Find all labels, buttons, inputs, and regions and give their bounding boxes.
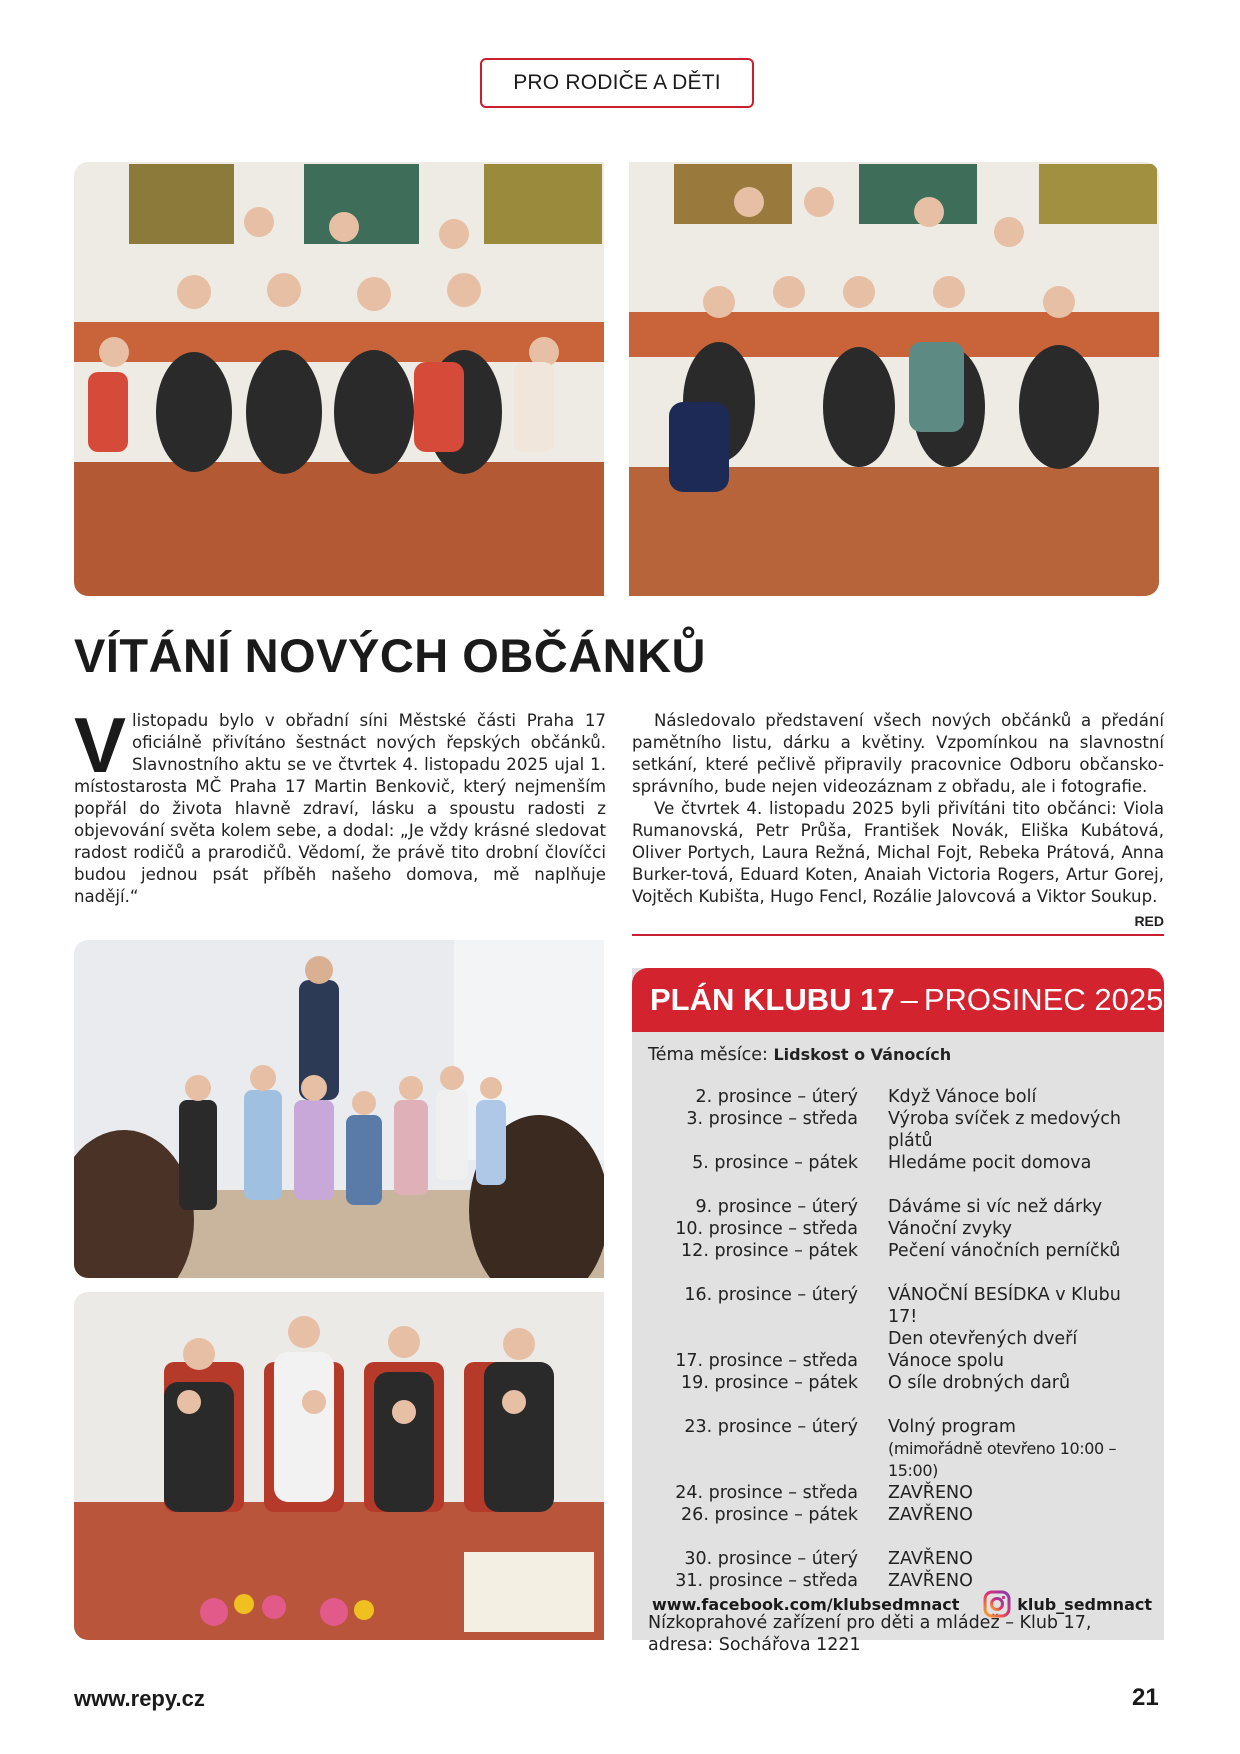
schedule-event-text: Den otevřených dveří [888, 1329, 1078, 1349]
schedule-event [858, 1328, 1153, 1350]
schedule-event-text: VÁNOČNÍ BESÍDKA v Klubu 17! [888, 1285, 1121, 1327]
schedule-event [858, 1108, 1153, 1152]
schedule-event-text: ZAVŘENO [888, 1483, 973, 1503]
photo-families-group-1 [74, 162, 604, 596]
schedule-row [648, 1482, 1153, 1504]
schedule-event-text: Hledáme pocit domova [888, 1153, 1092, 1173]
club-plan-title-separator: – [900, 982, 918, 1017]
schedule-date: 24. prosince – středa [675, 1483, 858, 1503]
schedule-row [648, 1218, 1153, 1240]
facebook-link[interactable]: www.facebook.com/klubsedmnact [652, 1594, 960, 1614]
schedule-event [858, 1152, 1153, 1174]
schedule-row [648, 1438, 1153, 1482]
schedule-event [858, 1416, 1153, 1438]
schedule-row [648, 1372, 1153, 1394]
schedule-row [648, 1240, 1153, 1262]
schedule-date: 9. prosince – úterý [695, 1197, 858, 1217]
schedule-event-text: ZAVŘENO [888, 1505, 973, 1525]
schedule-row [648, 1570, 1153, 1592]
schedule-event [858, 1504, 1153, 1526]
schedule-row [648, 1108, 1153, 1152]
club-plan-title: PLÁN KLUBU 17 [650, 982, 895, 1017]
photo-families-group-2 [629, 162, 1159, 596]
schedule-date: 30. prosince – úterý [684, 1549, 858, 1569]
schedule-event [858, 1350, 1153, 1372]
instagram-link[interactable] [983, 1590, 1152, 1618]
schedule-group [648, 1086, 1153, 1174]
schedule-event-text: Když Vánoce bolí [888, 1087, 1037, 1107]
photo-children-performing [74, 940, 604, 1278]
club-plan-header [632, 968, 1164, 1032]
schedule-event-text: ZAVŘENO [888, 1571, 973, 1591]
schedule-row [648, 1416, 1153, 1438]
schedule-event [858, 1482, 1153, 1504]
schedule-group [648, 1284, 1153, 1394]
schedule-date: 17. prosince – středa [675, 1351, 858, 1371]
schedule-date: 2. prosince – úterý [695, 1087, 858, 1107]
schedule-event [858, 1548, 1153, 1570]
schedule-event [858, 1218, 1153, 1240]
schedule-event [858, 1086, 1153, 1108]
club-links [652, 1590, 1152, 1618]
schedule-event-text: Vánoce spolu [888, 1351, 1004, 1371]
club-note [648, 1612, 1153, 1656]
schedule-event-text: Volný program [888, 1417, 1016, 1437]
schedule-event [858, 1438, 1153, 1482]
schedule-event-text: ZAVŘENO [888, 1549, 973, 1569]
schedule-event [858, 1570, 1153, 1592]
club-schedule [648, 1086, 1153, 1592]
schedule-group [648, 1196, 1153, 1262]
schedule-row [648, 1548, 1153, 1570]
schedule-date: 12. prosince – pátek [681, 1241, 858, 1261]
section-tag: PRO RODIČE A DĚTI [480, 58, 754, 108]
schedule-event-text: Vánoční zvyky [888, 1219, 1013, 1239]
names-list: Ve čtvrtek 4. listopadu 2025 byli přivítáni tito občánci: Viola Rumanovská, Petr Průša, František Novák, Eliška Kubátová, Oliver Portych, Laura Režná, Michal Fojt, Rebeka Prátová, Anna Burker-tová, Eduard Koten, Anaiah Victoria Rogers, Artur Gorej, Vojtěch Kubišta, Hugo Fencl, Rozálie Jalovcová a Viktor Soukup. [632, 799, 1164, 906]
instagram-icon [983, 1590, 1011, 1618]
footer-website[interactable]: www.repy.cz [74, 1686, 205, 1711]
schedule-date [648, 1328, 858, 1350]
schedule-row [648, 1196, 1153, 1218]
club-plan-month: PROSINEC 2025 [923, 982, 1164, 1017]
schedule-date [648, 1438, 858, 1482]
schedule-date: 26. prosince – pátek [681, 1505, 858, 1525]
schedule-row [648, 1086, 1153, 1108]
schedule-date: 5. prosince – pátek [692, 1153, 858, 1173]
article-column-1 [74, 701, 606, 908]
schedule-date: 31. prosince – středa [675, 1571, 858, 1591]
club-theme-value: Lidskost o Vánocích [773, 1045, 952, 1064]
article-signature: RED [1134, 913, 1164, 929]
schedule-event-text: (mimořádně otevřeno 10:00 – 15:00) [888, 1439, 1117, 1480]
dropcap: V [74, 701, 127, 789]
article-paragraph-2: Následovalo představení všech nových občánků a předání pamětního listu, dárku a květiny. Vzpomínkou na slavnostní setkání, které pečlivě připravily pracovnice Odboru občansko-správního, bude nejen videozáznam z obřadu, ale i fotografie. [632, 711, 1164, 796]
schedule-row [648, 1350, 1153, 1372]
club-theme-label: Téma měsíce: [648, 1045, 768, 1065]
photo-parents-with-babies [74, 1292, 604, 1640]
article-paragraph-1: listopadu bylo v obřadní síni Městské části Praha 17 oficiálně přivítáno šestnáct nových řepských občánků. Slavnostního aktu se ve čtvrtek 4. listopadu 2025 ujal 1. místostarosta MČ Praha 17 Martin Benkovič, který nejmenším popřál do života hlavně zdraví, lásku a spoustu radosti z objevování světa kolem sebe, a dodal: „Je vždy krásné sledovat radost rodičů a prarodičů. Vědomí, že právě tito drobní človíčci budou jednou psát příběh našeho domova, mě naplňuje nadějí.“ [74, 711, 606, 906]
schedule-event-text: O síle drobných darů [888, 1373, 1071, 1393]
club-note-line-2: adresa: Sochářova 1221 [648, 1635, 861, 1655]
club-note-line-1: Nízkoprahové zařízení pro děti a mládež – Klub 17, [648, 1613, 1092, 1633]
page-number: 21 [1132, 1684, 1159, 1711]
schedule-row [648, 1504, 1153, 1526]
schedule-date: 10. prosince – středa [675, 1219, 858, 1239]
schedule-event-text: Pečení vánočních perníčků [888, 1241, 1121, 1261]
schedule-event [858, 1196, 1153, 1218]
article-headline: VÍTÁNÍ NOVÝCH OBČÁNKŮ [74, 629, 706, 682]
schedule-event-text: Dáváme si víc než dárky [888, 1197, 1103, 1217]
schedule-date: 23. prosince – úterý [684, 1417, 858, 1437]
schedule-group [648, 1416, 1153, 1526]
divider-line [632, 934, 1164, 936]
instagram-handle: klub_sedmnact [1017, 1594, 1152, 1614]
schedule-date: 16. prosince – úterý [684, 1285, 858, 1305]
schedule-date: 19. prosince – pátek [681, 1373, 858, 1393]
schedule-event [858, 1372, 1153, 1394]
article-paragraph-3 [632, 798, 1164, 929]
schedule-group [648, 1548, 1153, 1592]
schedule-row [648, 1152, 1153, 1174]
schedule-date: 3. prosince – středa [686, 1109, 858, 1129]
schedule-event-text: Výroba svíček z medových plátů [888, 1109, 1121, 1151]
club-theme [648, 1044, 1153, 1066]
club-plan-body [648, 1044, 1153, 1656]
schedule-event [858, 1240, 1153, 1262]
schedule-row [648, 1284, 1153, 1328]
article-column-2 [632, 710, 1164, 932]
club-plan-box [632, 968, 1164, 1655]
schedule-row [648, 1328, 1153, 1350]
schedule-event [858, 1284, 1153, 1328]
